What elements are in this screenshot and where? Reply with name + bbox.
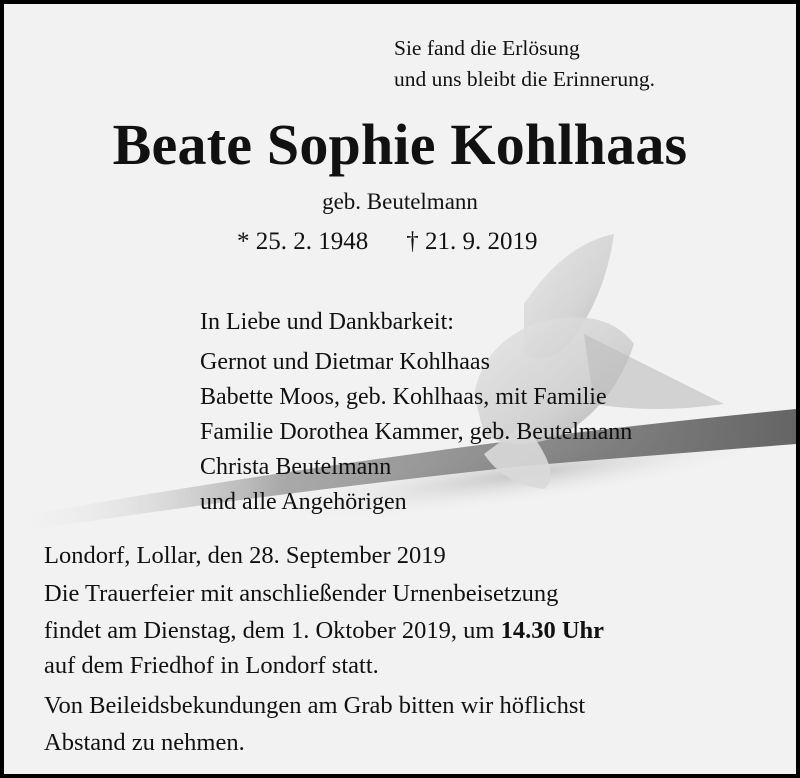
service-line-2-text: findet am Dienstag, dem 1. Oktober 2019, um: [44, 617, 501, 644]
service-line-1: Die Trauerfeier mit anschließender Urnenbeisetzung: [44, 580, 559, 607]
mourner-entry: Christa Beutelmann: [200, 454, 392, 480]
mourner-entry: Gernot und Dietmar Kohlhaas: [200, 349, 490, 375]
service-line-2: [44, 619, 604, 644]
deceased-name: Beate Sophie Kohlhaas: [112, 112, 688, 177]
death-date: † 21. 9. 2019: [406, 228, 538, 255]
mourners-intro: In Liebe und Dankbarkeit:: [200, 309, 454, 335]
service-time: 14.30 Uhr: [500, 617, 605, 644]
motto-line-2: und uns bleibt die Erinnerung.: [394, 67, 655, 91]
obituary-notice: [4, 4, 796, 774]
mourner-entry: Babette Moos, geb. Kohlhaas, mit Familie: [200, 384, 607, 410]
request-line-1: Von Beileidsbekundungen am Grab bitten wir höflichst: [44, 692, 586, 719]
service-line-3: auf dem Friedhof in Londorf statt.: [44, 652, 379, 679]
birth-date: * 25. 2. 1948: [237, 228, 369, 255]
mourner-entry: und alle Angehörigen: [200, 489, 407, 515]
place-date: Londorf, Lollar, den 28. September 2019: [44, 542, 446, 569]
request-line-2: Abstand zu nehmen.: [44, 729, 245, 756]
mourner-entry: Familie Dorothea Kammer, geb. Beutelmann: [200, 419, 633, 445]
motto-line-1: Sie fand die Erlösung: [394, 36, 580, 60]
maiden-name: geb. Beutelmann: [322, 189, 478, 214]
life-dates: [237, 229, 538, 254]
